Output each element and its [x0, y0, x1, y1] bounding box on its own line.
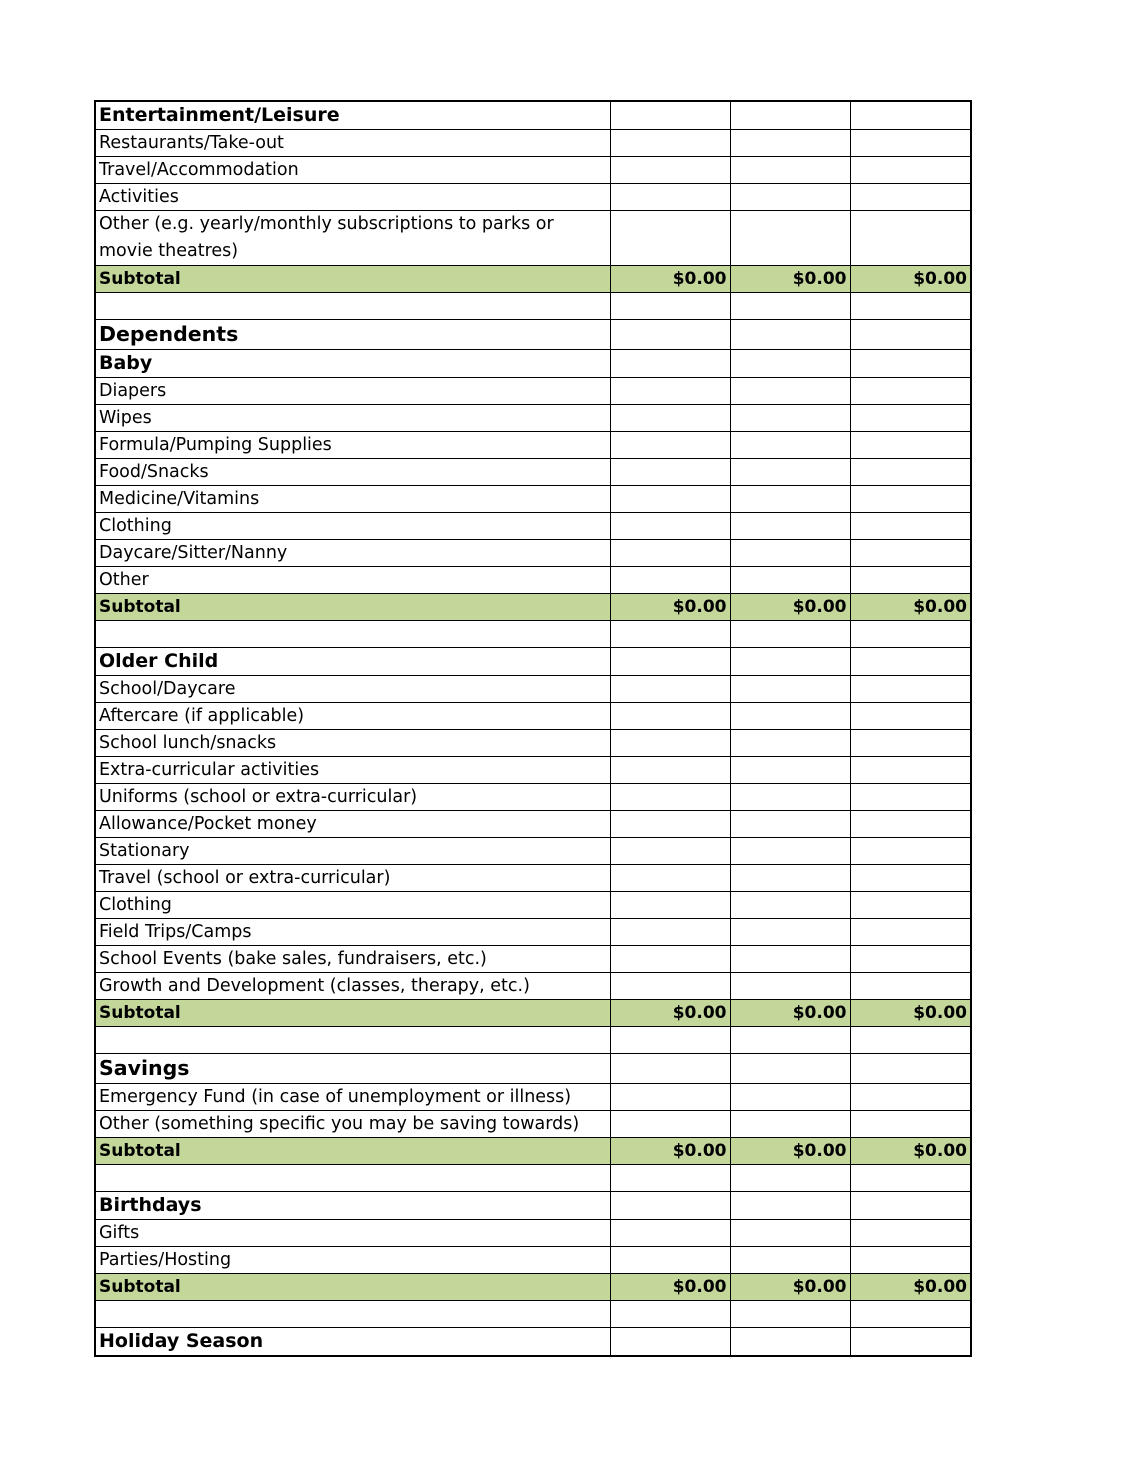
line-item-row [95, 513, 971, 540]
line-item-row [95, 784, 971, 811]
amount-cell[interactable] [850, 703, 971, 730]
amount-cell[interactable] [850, 973, 971, 1000]
subtotal-row [95, 594, 971, 621]
line-item-label[interactable]: Gifts [95, 1220, 610, 1247]
section-title[interactable]: Dependents [95, 320, 610, 350]
amount-cell[interactable] [730, 621, 850, 648]
amount-cell[interactable] [610, 1111, 730, 1138]
line-item-label[interactable]: Wipes [95, 405, 610, 432]
line-item-label[interactable]: Parties/Hosting [95, 1247, 610, 1274]
amount-cell[interactable] [730, 486, 850, 513]
line-item-label[interactable]: Emergency Fund (in case of unemployment or illness) [95, 1084, 610, 1111]
line-item-row [95, 865, 971, 892]
line-item-label[interactable]: Medicine/Vitamins [95, 486, 610, 513]
amount-cell[interactable] [610, 293, 730, 320]
amount-cell[interactable] [730, 703, 850, 730]
amount-cell[interactable] [610, 405, 730, 432]
amount-cell[interactable] [610, 184, 730, 211]
line-item-row [95, 432, 971, 459]
amount-cell[interactable] [730, 1165, 850, 1192]
line-item-row [95, 378, 971, 405]
line-item-label[interactable]: Uniforms (school or extra-curricular) [95, 784, 610, 811]
amount-cell[interactable] [610, 648, 730, 676]
amount-cell[interactable] [610, 157, 730, 184]
amount-cell[interactable] [730, 811, 850, 838]
amount-cell[interactable] [730, 919, 850, 946]
amount-cell[interactable] [850, 1054, 971, 1084]
amount-cell[interactable] [610, 621, 730, 648]
amount-cell[interactable] [850, 432, 971, 459]
amount-cell[interactable] [730, 973, 850, 1000]
amount-cell[interactable] [850, 130, 971, 157]
amount-cell[interactable] [850, 157, 971, 184]
amount-cell[interactable] [730, 1328, 850, 1357]
amount-cell[interactable] [850, 838, 971, 865]
subtotal-amount-cell[interactable]: $0.00 [730, 266, 850, 293]
amount-cell[interactable] [730, 101, 850, 130]
line-item-label[interactable]: School Events (bake sales, fundraisers, etc.) [95, 946, 610, 973]
amount-cell[interactable] [850, 757, 971, 784]
amount-cell[interactable] [730, 892, 850, 919]
line-item-row [95, 973, 971, 1000]
amount-cell[interactable] [850, 1165, 971, 1192]
amount-cell[interactable] [610, 101, 730, 130]
subtotal-label[interactable]: Subtotal [95, 1000, 610, 1027]
line-item-label[interactable]: Allowance/Pocket money [95, 811, 610, 838]
amount-cell[interactable] [850, 567, 971, 594]
line-item-row [95, 1220, 971, 1247]
amount-cell[interactable] [850, 784, 971, 811]
subtotal-amount-cell[interactable]: $0.00 [730, 594, 850, 621]
subtotal-row [95, 1274, 971, 1301]
budget-spreadsheet [94, 100, 972, 1357]
header-row [95, 350, 971, 378]
amount-cell[interactable] [850, 1084, 971, 1111]
section-row [95, 320, 971, 350]
amount-cell[interactable] [730, 405, 850, 432]
amount-cell[interactable] [730, 838, 850, 865]
line-item-row [95, 486, 971, 513]
amount-cell[interactable] [730, 567, 850, 594]
amount-cell[interactable] [850, 621, 971, 648]
line-item-label[interactable]: Clothing [95, 892, 610, 919]
amount-cell[interactable] [730, 320, 850, 350]
header-row [95, 648, 971, 676]
subtotal-row [95, 1138, 971, 1165]
empty-cell[interactable] [95, 293, 610, 320]
amount-cell[interactable] [610, 1247, 730, 1274]
amount-cell[interactable] [610, 513, 730, 540]
amount-cell[interactable] [730, 1301, 850, 1328]
spacer-row [95, 621, 971, 648]
amount-cell[interactable] [730, 784, 850, 811]
section-row [95, 1054, 971, 1084]
category-heading[interactable]: Entertainment/Leisure [95, 101, 610, 130]
spreadsheet-body [95, 101, 971, 1356]
subtotal-amount-cell[interactable]: $0.00 [850, 1274, 971, 1301]
amount-cell[interactable] [850, 350, 971, 378]
amount-cell[interactable] [730, 1220, 850, 1247]
line-item-row [95, 811, 971, 838]
category-heading[interactable]: Baby [95, 350, 610, 378]
amount-cell[interactable] [850, 648, 971, 676]
header-row [95, 101, 971, 130]
subtotal-amount-cell[interactable]: $0.00 [730, 1000, 850, 1027]
amount-cell[interactable] [730, 513, 850, 540]
subtotal-amount-cell[interactable]: $0.00 [850, 266, 971, 293]
amount-cell[interactable] [730, 378, 850, 405]
line-item-label[interactable]: Daycare/Sitter/Nanny [95, 540, 610, 567]
line-item-row [95, 757, 971, 784]
amount-cell[interactable] [610, 1027, 730, 1054]
amount-cell[interactable] [610, 1301, 730, 1328]
amount-cell[interactable] [730, 130, 850, 157]
header-row [95, 1328, 971, 1357]
amount-cell[interactable] [730, 184, 850, 211]
subtotal-amount-cell[interactable]: $0.00 [610, 594, 730, 621]
amount-cell[interactable] [610, 1192, 730, 1220]
amount-cell[interactable] [850, 865, 971, 892]
amount-cell[interactable] [610, 757, 730, 784]
amount-cell[interactable] [610, 946, 730, 973]
line-item-label[interactable]: School/Daycare [95, 676, 610, 703]
amount-cell[interactable] [850, 540, 971, 567]
amount-cell[interactable] [610, 540, 730, 567]
amount-cell[interactable] [730, 676, 850, 703]
amount-cell[interactable] [610, 130, 730, 157]
line-item-label[interactable]: Extra-curricular activities [95, 757, 610, 784]
subtotal-amount-cell[interactable]: $0.00 [610, 266, 730, 293]
line-item-label[interactable]: Food/Snacks [95, 459, 610, 486]
amount-cell[interactable] [730, 730, 850, 757]
empty-cell[interactable] [95, 621, 610, 648]
line-item-label[interactable]: Activities [95, 184, 610, 211]
amount-cell[interactable] [610, 703, 730, 730]
amount-cell[interactable] [610, 676, 730, 703]
amount-cell[interactable] [730, 211, 850, 266]
line-item-label[interactable]: Other (e.g. yearly/monthly subscriptions to parks or movie theatres) [95, 211, 610, 266]
subtotal-amount-cell[interactable]: $0.00 [610, 1274, 730, 1301]
spacer-row [95, 1027, 971, 1054]
line-item-row [95, 892, 971, 919]
amount-cell[interactable] [850, 378, 971, 405]
category-heading[interactable]: Birthdays [95, 1192, 610, 1220]
amount-cell[interactable] [850, 1301, 971, 1328]
amount-cell[interactable] [850, 184, 971, 211]
line-item-label[interactable]: Travel (school or extra-curricular) [95, 865, 610, 892]
line-item-label[interactable]: Stationary [95, 838, 610, 865]
line-item-row [95, 157, 971, 184]
line-item-label[interactable]: Field Trips/Camps [95, 919, 610, 946]
line-item-row [95, 919, 971, 946]
subtotal-amount-cell[interactable]: $0.00 [730, 1138, 850, 1165]
subtotal-amount-cell[interactable]: $0.00 [610, 1000, 730, 1027]
subtotal-amount-cell[interactable]: $0.00 [850, 1138, 971, 1165]
line-item-label[interactable]: Travel/Accommodation [95, 157, 610, 184]
amount-cell[interactable] [610, 1084, 730, 1111]
line-item-row [95, 405, 971, 432]
amount-cell[interactable] [610, 1054, 730, 1084]
amount-cell[interactable] [610, 486, 730, 513]
amount-cell[interactable] [850, 486, 971, 513]
section-title[interactable]: Savings [95, 1054, 610, 1084]
amount-cell[interactable] [730, 1054, 850, 1084]
amount-cell[interactable] [730, 1192, 850, 1220]
amount-cell[interactable] [610, 892, 730, 919]
spacer-row [95, 1301, 971, 1328]
amount-cell[interactable] [730, 648, 850, 676]
amount-cell[interactable] [850, 101, 971, 130]
subtotal-label[interactable]: Subtotal [95, 1274, 610, 1301]
amount-cell[interactable] [610, 378, 730, 405]
line-item-row [95, 184, 971, 211]
subtotal-amount-cell[interactable]: $0.00 [850, 1000, 971, 1027]
line-item-label[interactable]: School lunch/snacks [95, 730, 610, 757]
header-row [95, 1192, 971, 1220]
line-item-row [95, 1111, 971, 1138]
amount-cell[interactable] [850, 405, 971, 432]
amount-cell[interactable] [730, 459, 850, 486]
amount-cell[interactable] [730, 1247, 850, 1274]
amount-cell[interactable] [850, 513, 971, 540]
line-item-label[interactable]: Formula/Pumping Supplies [95, 432, 610, 459]
amount-cell[interactable] [850, 892, 971, 919]
subtotal-amount-cell[interactable]: $0.00 [850, 594, 971, 621]
subtotal-row [95, 1000, 971, 1027]
amount-cell[interactable] [850, 1328, 971, 1357]
amount-cell[interactable] [610, 1220, 730, 1247]
line-item-row [95, 1247, 971, 1274]
line-item-label[interactable]: Other [95, 567, 610, 594]
amount-cell[interactable] [850, 293, 971, 320]
line-item-row [95, 540, 971, 567]
subtotal-label[interactable]: Subtotal [95, 594, 610, 621]
amount-cell[interactable] [850, 946, 971, 973]
amount-cell[interactable] [610, 784, 730, 811]
amount-cell[interactable] [850, 730, 971, 757]
amount-cell[interactable] [730, 350, 850, 378]
amount-cell[interactable] [730, 1027, 850, 1054]
amount-cell[interactable] [850, 1247, 971, 1274]
amount-cell[interactable] [610, 350, 730, 378]
amount-cell[interactable] [730, 540, 850, 567]
line-item-label[interactable]: Aftercare (if applicable) [95, 703, 610, 730]
amount-cell[interactable] [610, 838, 730, 865]
amount-cell[interactable] [610, 211, 730, 266]
amount-cell[interactable] [730, 1111, 850, 1138]
amount-cell[interactable] [850, 1192, 971, 1220]
category-heading[interactable]: Older Child [95, 648, 610, 676]
category-heading[interactable]: Holiday Season [95, 1328, 610, 1357]
amount-cell[interactable] [610, 865, 730, 892]
empty-cell[interactable] [95, 1027, 610, 1054]
amount-cell[interactable] [850, 1111, 971, 1138]
amount-cell[interactable] [730, 946, 850, 973]
line-item-label[interactable]: Diapers [95, 378, 610, 405]
empty-cell[interactable] [95, 1301, 610, 1328]
amount-cell[interactable] [850, 1220, 971, 1247]
line-item-row [95, 703, 971, 730]
amount-cell[interactable] [730, 757, 850, 784]
amount-cell[interactable] [730, 432, 850, 459]
amount-cell[interactable] [610, 919, 730, 946]
line-item-row [95, 676, 971, 703]
amount-cell[interactable] [850, 320, 971, 350]
line-item-label[interactable]: Clothing [95, 513, 610, 540]
line-item-row [95, 838, 971, 865]
amount-cell[interactable] [730, 157, 850, 184]
line-item-label[interactable]: Restaurants/Take-out [95, 130, 610, 157]
amount-cell[interactable] [610, 1328, 730, 1357]
amount-cell[interactable] [610, 432, 730, 459]
line-item-row [95, 1084, 971, 1111]
subtotal-row [95, 266, 971, 293]
amount-cell[interactable] [730, 865, 850, 892]
line-item-row [95, 567, 971, 594]
spacer-row [95, 1165, 971, 1192]
subtotal-amount-cell[interactable]: $0.00 [730, 1274, 850, 1301]
line-item-label[interactable]: Growth and Development (classes, therapy, etc.) [95, 973, 610, 1000]
amount-cell[interactable] [850, 459, 971, 486]
amount-cell[interactable] [850, 211, 971, 266]
amount-cell[interactable] [610, 1165, 730, 1192]
amount-cell[interactable] [850, 919, 971, 946]
line-item-row [95, 211, 971, 266]
line-item-row [95, 730, 971, 757]
amount-cell[interactable] [850, 811, 971, 838]
subtotal-amount-cell[interactable]: $0.00 [610, 1138, 730, 1165]
line-item-row [95, 459, 971, 486]
subtotal-label[interactable]: Subtotal [95, 1138, 610, 1165]
amount-cell[interactable] [730, 1084, 850, 1111]
empty-cell[interactable] [95, 1165, 610, 1192]
amount-cell[interactable] [610, 320, 730, 350]
amount-cell[interactable] [850, 1027, 971, 1054]
spacer-row [95, 293, 971, 320]
amount-cell[interactable] [610, 973, 730, 1000]
amount-cell[interactable] [610, 811, 730, 838]
amount-cell[interactable] [610, 730, 730, 757]
amount-cell[interactable] [610, 459, 730, 486]
line-item-row [95, 946, 971, 973]
line-item-label[interactable]: Other (something specific you may be saving towards) [95, 1111, 610, 1138]
amount-cell[interactable] [730, 293, 850, 320]
subtotal-label[interactable]: Subtotal [95, 266, 610, 293]
amount-cell[interactable] [610, 567, 730, 594]
amount-cell[interactable] [850, 676, 971, 703]
line-item-row [95, 130, 971, 157]
